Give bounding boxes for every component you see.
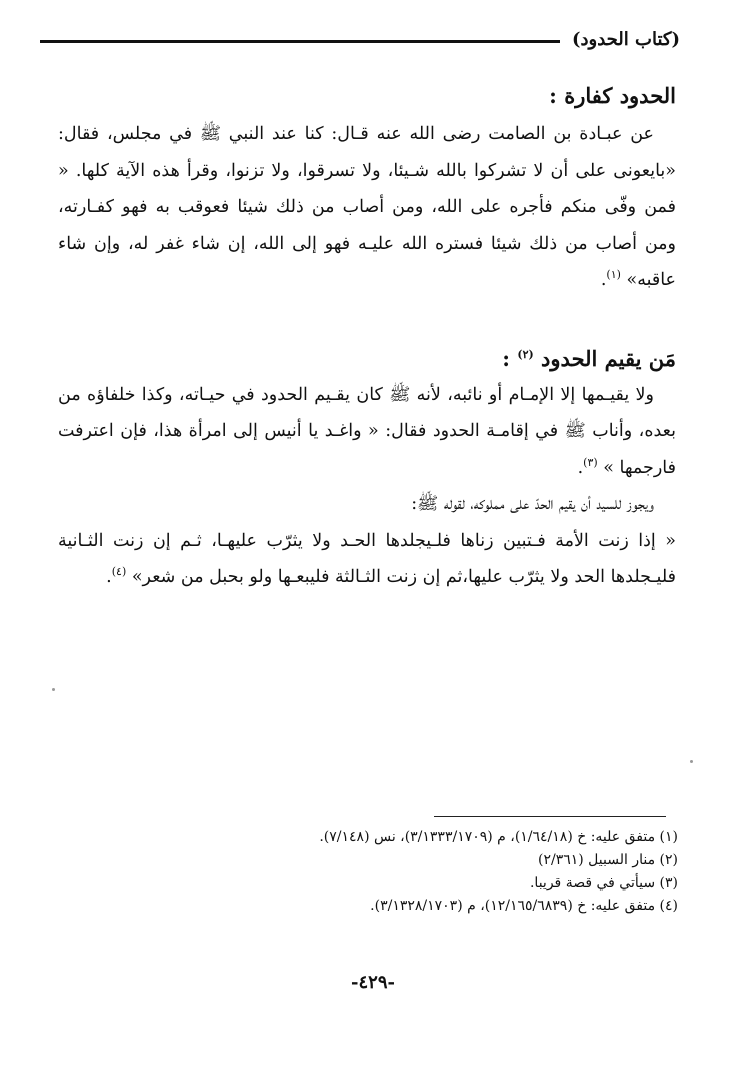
footnote-item: (١) متفق عليه: خ (١/٦٤/١٨)، م (٣/١٣٣٣/١٧٠٩)، نس (٧/١٤٨). bbox=[319, 829, 678, 845]
paragraph: ولا يقيـمها إلا الإمـام أو نائبه، لأنه ﷺ كان يقـيم الحدود في حيـاته، وكذا خلفاؤه من بعده، وأناب ﷺ في إقامـة الحدود فقال: « واغـد يا أنيس إلى امرأة هذا، فإن اعترفت فارجمها » $^{(٣)}$. bbox=[58, 384, 676, 478]
footnote-item: (٤) متفق عليه: خ (١٢/١٦٥/٦٨٣٩)، م (٣/١٣٢٨/١٧٠٣). bbox=[370, 898, 678, 914]
scan-speck bbox=[52, 688, 55, 691]
paragraph: عن عبـادة بن الصامت رضى الله عنه قـال: كنا عند النبي ﷺ في مجلس، فقال: «بايعونى على أن لا تشركوا بالله شـيئا، ولا تسرقوا، ولا تزنوا، وقرأ هذه الآية كلها. « فمن وفّى منكم فأجره على الله، ومن أصاب من ذلك شيئا فعوقب به فهو كفـارته، ومن أصاب من ذلك شيئا فستره الله عليـه فهو إلى الله، إن شاء غفر له، وإن شاء عاقبه» $^{(١)}$. bbox=[58, 124, 676, 290]
section-heading: الحدود كفارة : bbox=[549, 83, 676, 108]
scan-speck bbox=[690, 760, 693, 763]
page-number: -٤٢٩- bbox=[351, 972, 395, 993]
footnote-ref: (٢) bbox=[517, 347, 534, 361]
hadith-quote: « إذا زنت الأمة فـتبين زناها فلـيجلدها الحـد ولا يثرّب عليهـا، ثـم إن زنت الثـانية فليـجلدها الحد ولا يثرّب عليها،ثم إن زنت الثـالثة فليبعـها ولو بحبل من شعر» $^{(٤)}$. bbox=[58, 530, 676, 587]
footnote-separator bbox=[434, 816, 666, 817]
footnote-ref: (٤) bbox=[111, 565, 127, 579]
running-header bbox=[40, 24, 680, 54]
footnote-item: (٣) سيأتي في قصة قريبا. bbox=[529, 875, 678, 891]
main-text bbox=[58, 78, 676, 596]
section-heading: مَن يقيم الحدود $^{(٢)}$ : bbox=[502, 345, 676, 371]
running-title: (كتاب الحدود) bbox=[572, 28, 680, 50]
footnote-item: (٢) منار السبيل (٢/٣٦١) bbox=[538, 852, 678, 868]
footnotes bbox=[58, 826, 678, 918]
footnote-ref: (٣) bbox=[583, 455, 598, 469]
paragraph: ويجوز للسيد أن يقيم الحدّ على مملوكه، لقوله ﷺ: bbox=[411, 494, 654, 514]
footnote-ref: (١) bbox=[606, 268, 621, 282]
header-rule bbox=[40, 40, 560, 43]
